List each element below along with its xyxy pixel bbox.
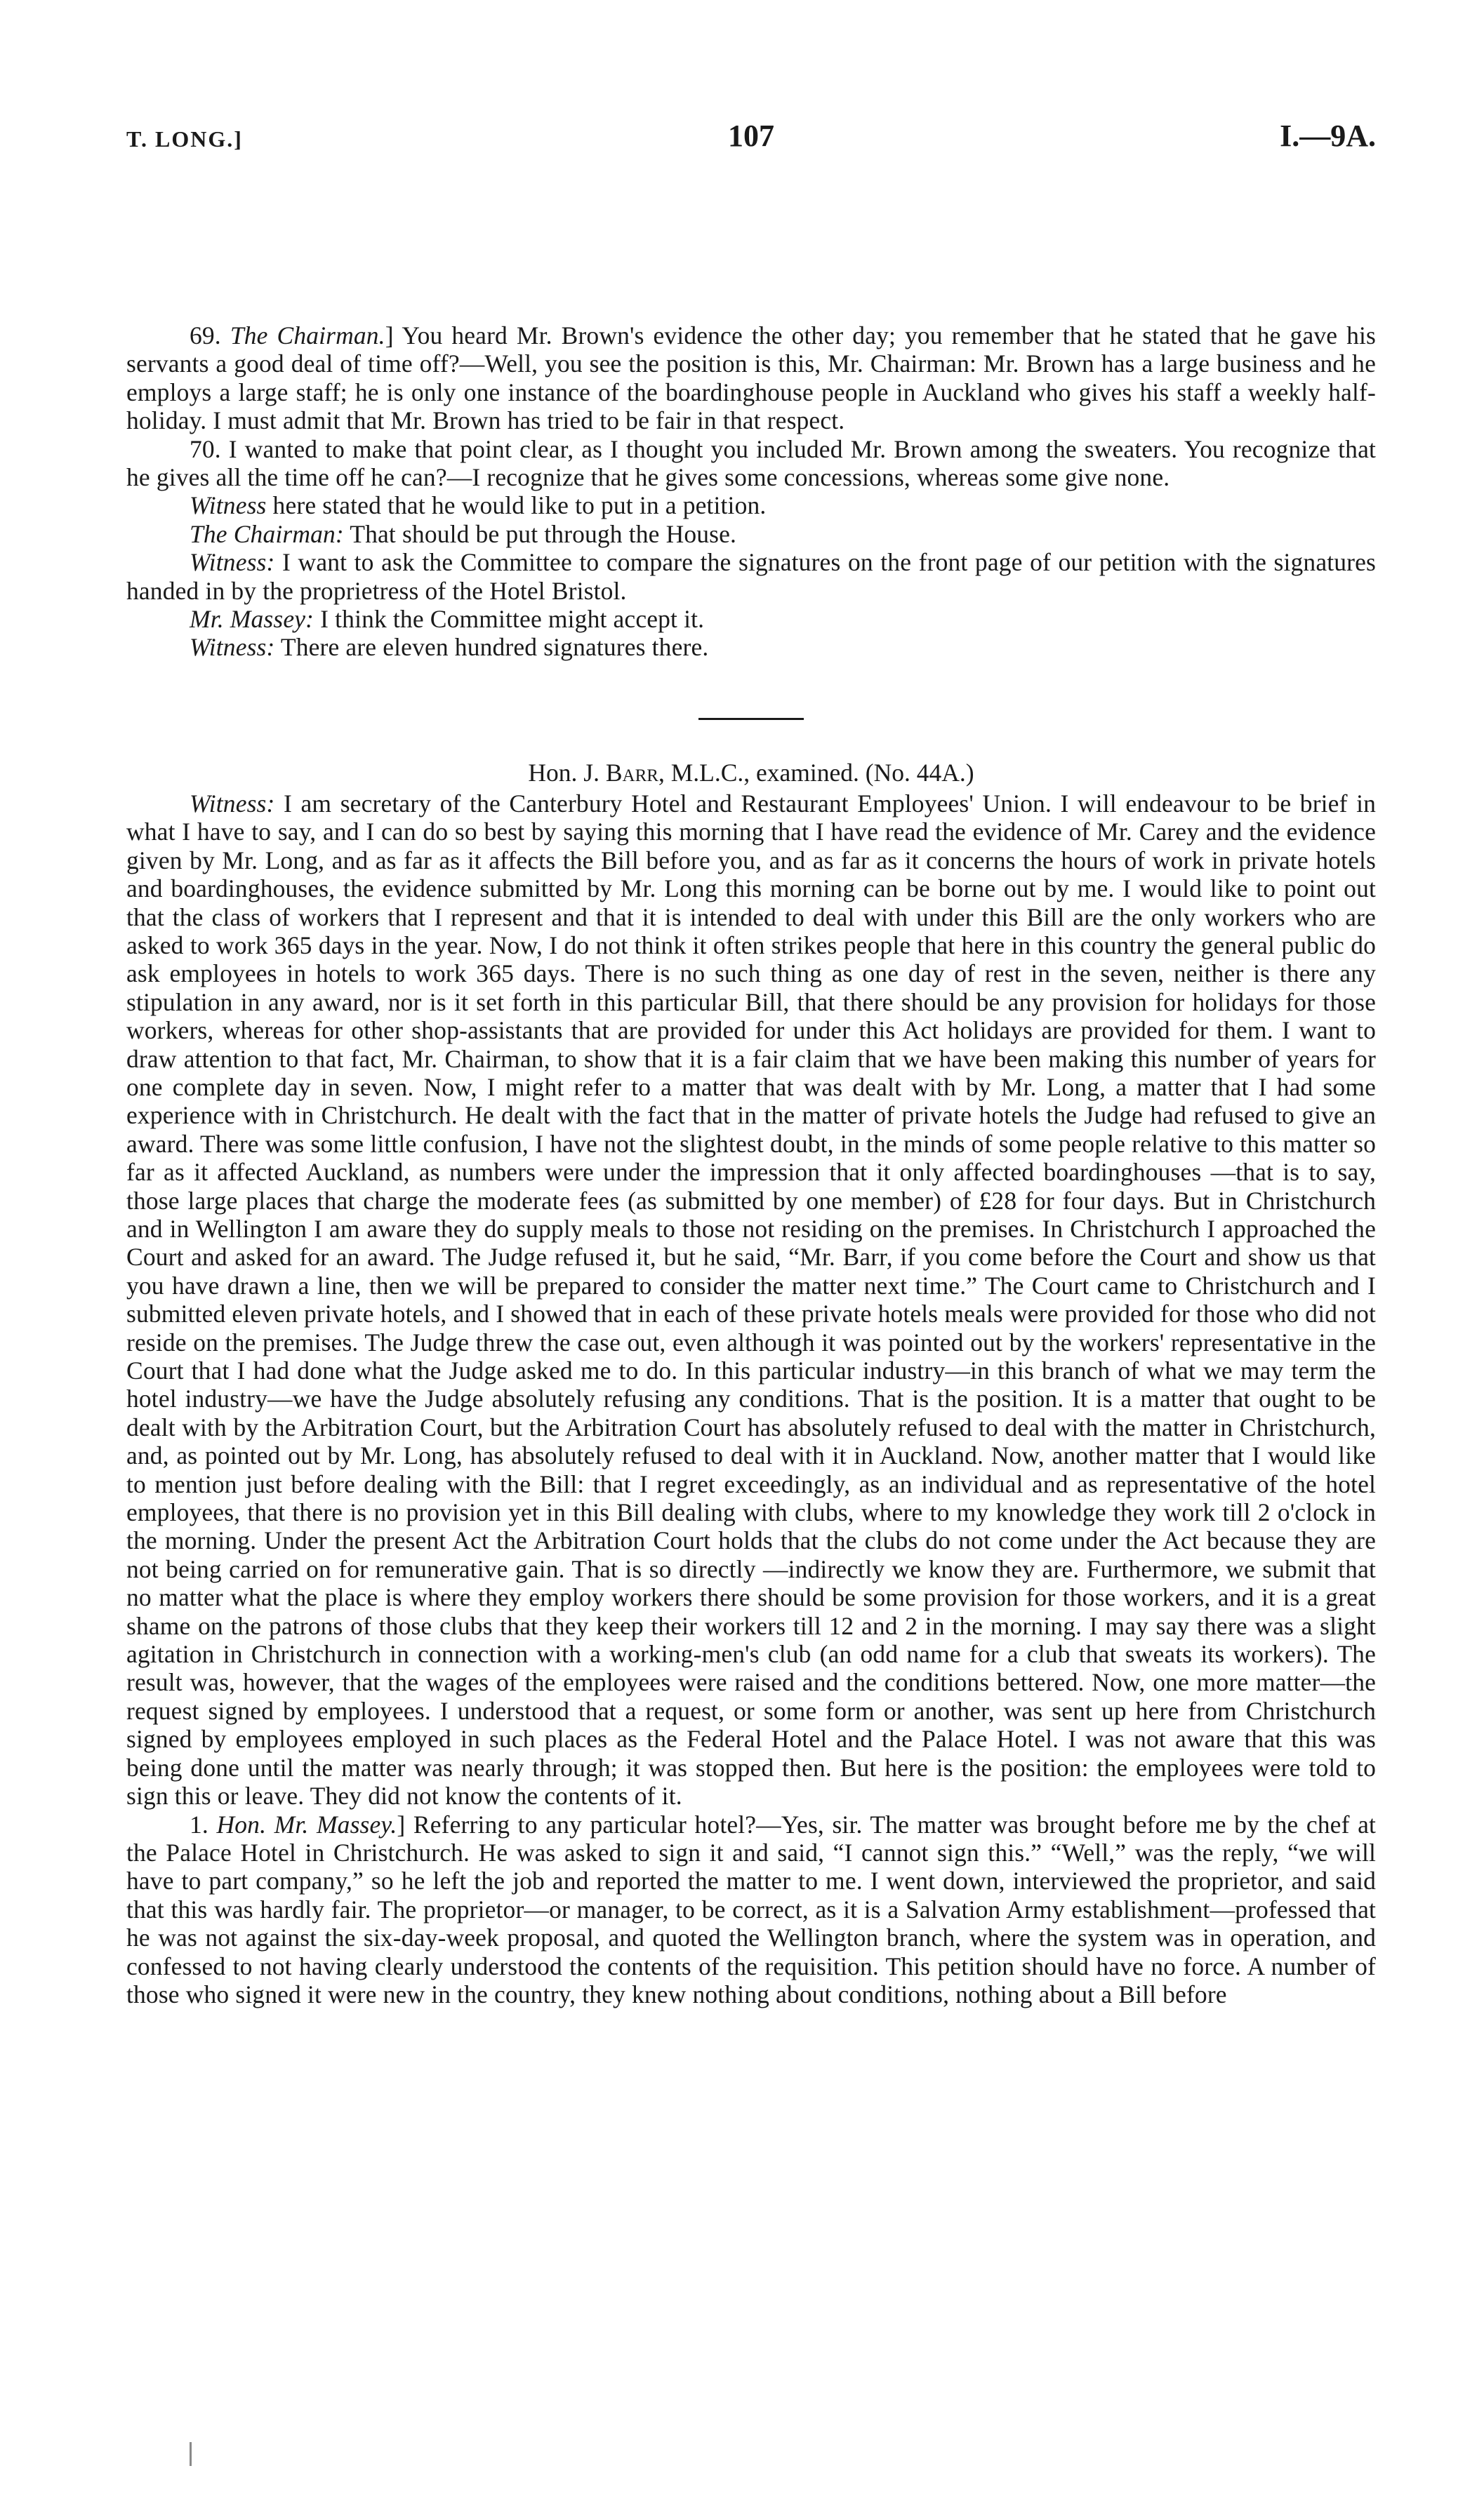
section-divider	[698, 718, 804, 720]
examination-continued	[126, 321, 1376, 662]
scan-mark	[190, 2442, 192, 2466]
speaker-label: The Chairman.	[230, 321, 385, 349]
header-document-code: I.—9A.	[1280, 119, 1376, 153]
witness-heading	[126, 759, 1376, 787]
page-number: 107	[728, 119, 774, 153]
heading-suffix: , M.L.C., examined. (No. 44A.)	[658, 758, 974, 787]
speaker-label: Witness:	[190, 789, 275, 818]
question-70: 70. I wanted to make that point clear, as I thought you included Mr. Brown among the sweaters. You recognize that he gives all the time off he can?—I recognize that he gives some concessions, whereas some give none.	[126, 434, 1376, 492]
speaker-label: Mr. Massey:	[190, 605, 314, 634]
heading-prefix: Hon. J.	[528, 758, 606, 787]
speaker-label: Witness:	[190, 548, 275, 577]
witness-request	[126, 548, 1376, 605]
page-header	[126, 105, 1376, 168]
statement-text: I think the Committee might accept it.	[314, 605, 705, 634]
question-69	[126, 321, 1376, 435]
statement-text: I am secretary of the Canterbury Hotel and Restaurant Employees' Union. I will endeavour to be brief in what I have to say, and I can do so best by saying this morning that I have read the evidence of Mr. Carey and the evidence given by Mr. Long, and as far as it affects the Bill before you, and as far as it concerns the hours of work in private hotels and boardinghouses, the evidence submitted by Mr. Long this morning can be borne out by me. I would like to point out that the class of workers that I represent and that it is intended to deal with under this Bill are the only workers who are asked to work 365 days in the year. Now, I do not think it often strikes people that here in this country the general public do ask employees in hotels to work 365 days. There is no such thing as one day of rest in the seven, neither is there any stipulation in any award, nor is it set forth in this particular Bill, that there should be any provision for holidays for those workers, whereas for other shop-assistants that are provided for under this Act holidays are provided for them. I want to draw attention to that fact, Mr. Chairman, to show that it is a fair claim that we have been making this number of years for one complete day in seven. Now, I might refer to a matter that was dealt with by Mr. Long, a matter that I had some experience with in Christchurch. He dealt with the fact that in the matter of private hotels the Judge had refused to give an award. There was some little confusion, I have not the slightest doubt, in the minds of some people relative to this matter so far as it affected Auckland, as numbers were under the impression that it only affected boardinghouses —that is to say, those large places that charge the moderate fees (as submitted by one member) of £28 for four days. But in Christchurch and in Wellington I am aware they do supply meals to those not residing on the premises. In Christchurch I approached the Court and asked for an award. The Judge refused it, but he said, “Mr. Barr, if you come before the Court and show us that you have drawn a line, then we will be prepared to consider the matter next time.” The Court came to Christchurch and I submitted eleven private hotels, and I showed that in each of these private hotels meals were provided for those who did not reside on the premises. The Judge threw the case out, even although it was pointed out by the workers' representative in the Court that I had done what the Judge asked me to do. In this particular industry—in this branch of what we may term the hotel industry—we have the Judge absolutely refusing any conditions. That is the position. It is a matter that ought to be dealt with by the Arbitration Court, but the Arbitration Court has absolutely refused to deal with the matter in Christchurch, and, as pointed out by Mr. Long, has absolutely refused to deal with it in Auckland. Now, another matter that I would like to mention just before dealing with the Bill: that I regret exceedingly, as an individual and as representative of the hotel employees, that there is no provision yet in this Bill dealing with clubs, where to my knowledge they work till 2 o'clock in the morning. Under the present Act the Arbitration Court holds that the clubs do not come under the Act because they are not being carried on for remunerative gain. That is so directly —indirectly we know they are. Furthermore, we submit that no matter what the place is where they employ workers there should be some provision for those workers, and it is a great shame on the patrons of those clubs that they keep their workers till 12 and 2 in the morning. I may say there was a slight agitation in Christchurch in connection with a working-men's club (an odd name for a club that sweats its workers). The result was, however, that the wages of the employees were raised and the conditions bettered. Now, one more matter—the request signed by employees. I understood that a request, or some form or another, was sent up here from Christchurch signed by employees employed in such places as the Federal Hotel and the Palace Hotel. I was not aware that this was being done until the matter was nearly through; it was stopped then. But here is the position: the employees were told to sign this or leave. They did not know the contents of it.	[126, 789, 1376, 1811]
document-page	[126, 105, 1376, 2421]
statement-text: There are eleven hundred signatures there.	[274, 633, 709, 662]
question-number: 1.	[190, 1810, 208, 1839]
barr-examination	[126, 789, 1376, 2008]
witness-remark	[126, 633, 1376, 661]
statement-text: That should be put through the House.	[343, 519, 737, 548]
question-text: ] Referring to any particular hotel?—Yes, sir. The matter was brought before me by the chef at the Palace Hotel in Christchurch. He was asked to sign it and said, “I cannot sign this.” “Well,” was the reply, “we will have to part company,” so he left the job and reported the matter to me. I went down, interviewed the proprietor, and said that this was hardly fair. The proprietor—or manager, to be correct, as it is a Salvation Army establishment—professed that he was not against the six-day-week proposal, and quoted the Wellington branch, where the system was in operation, and confessed to not having clearly understood the contents of the requisition. This petition should have no force. A number of those who signed it were new in the country, they knew nothing about conditions, nothing about a Bill before	[126, 1810, 1376, 2008]
speaker-label: The Chairman:	[190, 519, 344, 548]
speaker-label: Witness:	[190, 633, 275, 662]
witness-statement	[126, 789, 1376, 1811]
question-number: 69.	[190, 321, 221, 349]
massey-remark	[126, 605, 1376, 633]
statement-text: here stated that he would like to put in a petition.	[266, 491, 767, 520]
speaker-label: Witness	[190, 491, 267, 520]
speaker-label: Hon. Mr. Massey.	[216, 1810, 397, 1839]
chairman-remark	[126, 520, 1376, 548]
witness-statement	[126, 491, 1376, 519]
heading-name: Barr	[605, 758, 658, 787]
header-witness-name: T. LONG.]	[126, 126, 243, 152]
question-1	[126, 1811, 1376, 2009]
question-text: ] You heard Mr. Brown's evidence the other day; you remember that he stated that he gave his servants a good deal of time off?—Well, you see the position is this, Mr. Chairman: Mr. Brown has a large business and he employs a large staff; he is only one instance of the boardinghouse people in Auckland who gives his staff a weekly half-holiday. I must admit that Mr. Brown has tried to be fair in that respect.	[126, 321, 1377, 435]
statement-text: I want to ask the Committee to compare the signatures on the front page of our petition with the signatures handed in by the proprietress of the Hotel Bristol.	[126, 548, 1376, 605]
